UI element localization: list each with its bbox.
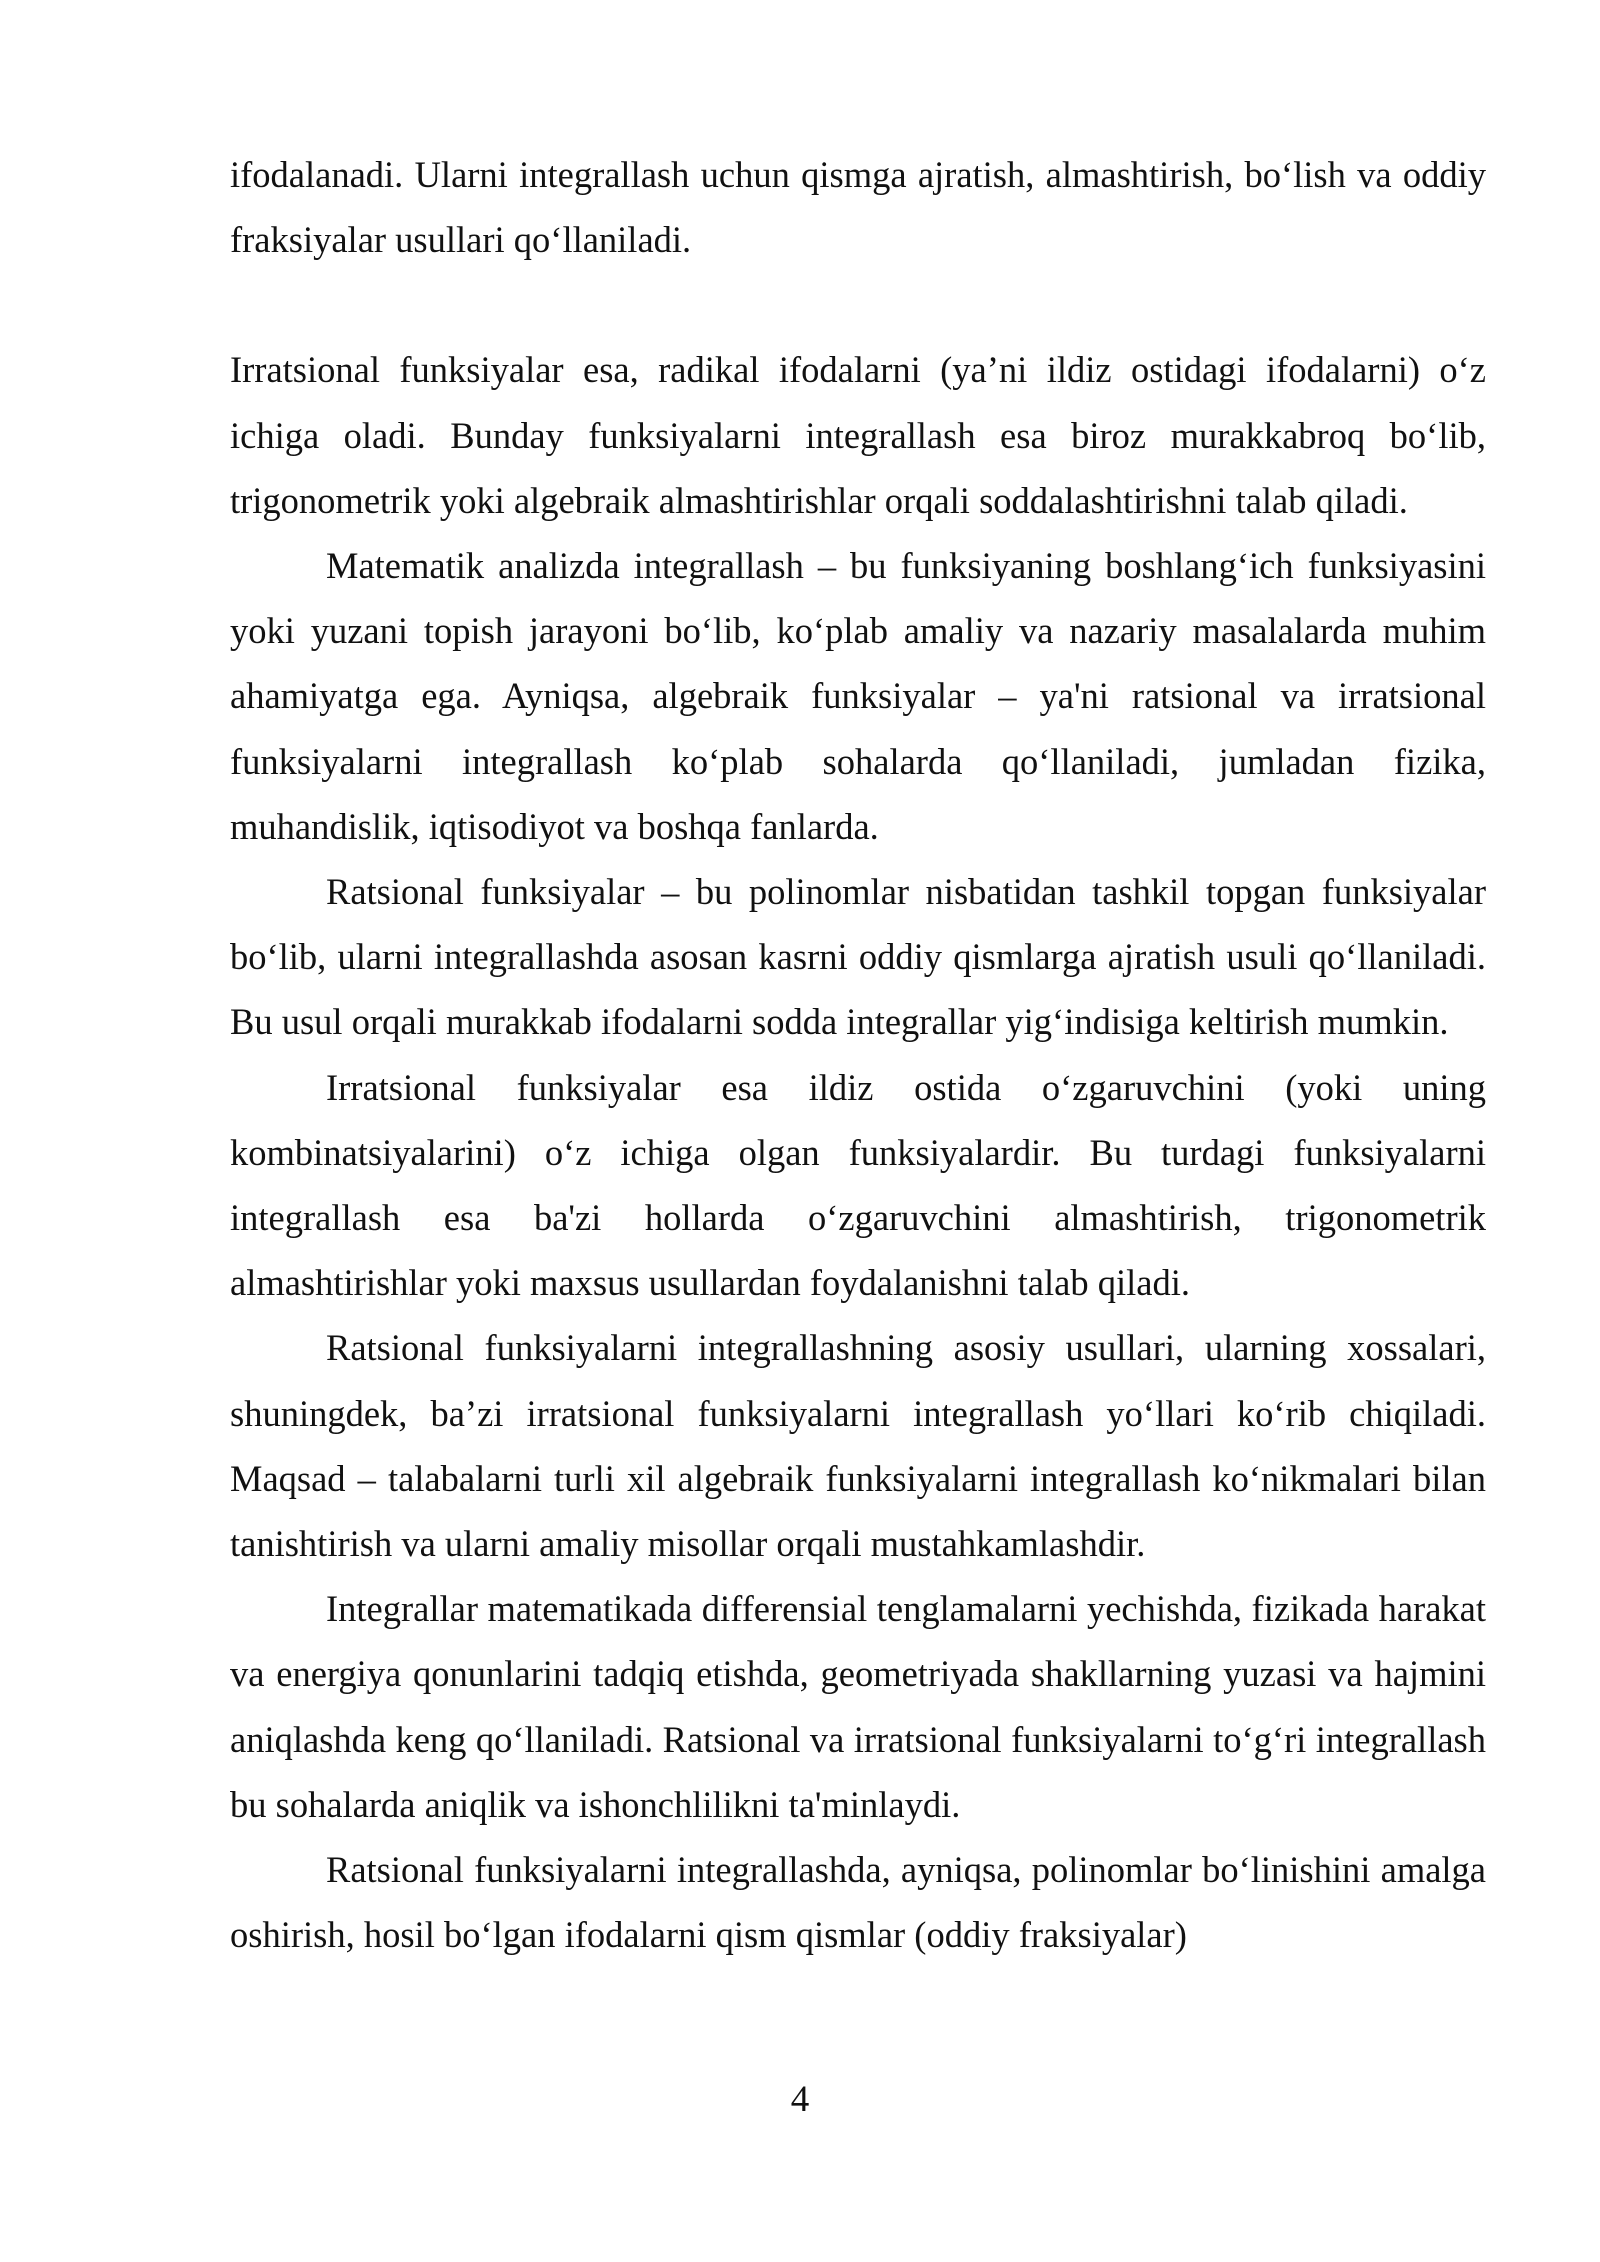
- paragraph: Ratsional funksiyalarni integrallashning asosiy usullari, ularning xossalari, shuningdek, ba’zi irratsional funksiyalarni integrallash yo‘llari ko‘rib chiqiladi. Maqsad – talabalarni turli xil algebraik funksiyalarni integrallash ko‘nikmalari bilan tanishtirish va ularni amaliy misollar orqali mustahkamlashdir.: [230, 1327, 1486, 1565]
- paragraph: Irratsional funksiyalar esa ildiz ostida o‘zgaruvchini (yoki uning kombinatsiyalarini) o‘z ichiga olgan funksiyalardir. Bu turdagi funksiyalarni integrallash esa ba'zi hollarda o‘zgaruvchini almashtirish, trigonometrik almashtirishlar yoki maxsus usullardan foydalanishni talab qiladi.: [230, 1066, 1486, 1304]
- paragraph: Ratsional funksiyalar – bu polinomlar nisbatidan tashkil topgan funksiyalar bo‘lib, ularni integrallashda asosan kasrni oddiy qismlarga ajratish usuli qo‘llaniladi. Bu usul orqali murakkab ifodalarni sodda integrallar yig‘indisiga keltirish mumkin.: [230, 871, 1486, 1043]
- page-number: 4: [790, 2079, 810, 2120]
- paragraph: Ratsional funksiyalarni integrallashda, ayniqsa, polinomlar bo‘linishini amalga oshirish, hosil bo‘lgan ifodalarni qism qismlar (oddiy fraksiyalar): [230, 1849, 1486, 1956]
- paragraph: Matematik analizda integrallash – bu funksiyaning boshlang‘ich funksiyasini yoki yuzani topish jarayoni bo‘lib, ko‘plab amaliy va nazariy masalalarda muhim ahamiyatga ega. Ayniqsa, algebraik funksiyalar – ya'ni ratsional va irratsional funksiyalarni integrallash ko‘plab sohalarda qo‘llaniladi, jumladan fizika, muhandislik, iqtisodiyot va boshqa fanlarda.: [230, 545, 1486, 847]
- paragraph: Integrallar matematikada differensial tenglamalarni yechishda, fizikada harakat va energiya qonunlarini tadqiq etishda, geometriyada shakllarning yuzasi va hajmini aniqlashda keng qo‘llaniladi. Ratsional va irratsional funksiyalarni to‘g‘ri integrallash bu sohalarda aniqlik va ishonchlilikni ta'minlaydi.: [230, 1588, 1486, 1825]
- paragraph: Irratsional funksiyalar esa, radikal ifodalarni (ya’ni ildiz ostidagi ifodalarni) o‘z ichiga oladi. Bunday funksiyalarni integrallash esa biroz murakkabroq bo‘lib, trigonometrik yoki algebraik almashtirishlar orqali soddalashtirishni talab qiladi.: [230, 349, 1486, 521]
- paragraph: ifodalanadi. Ularni integrallash uchun qismga ajratish, almashtirish, bo‘lish va oddiy fraksiyalar usullari qo‘llaniladi.: [230, 154, 1486, 261]
- text-body: [230, 142, 1486, 1967]
